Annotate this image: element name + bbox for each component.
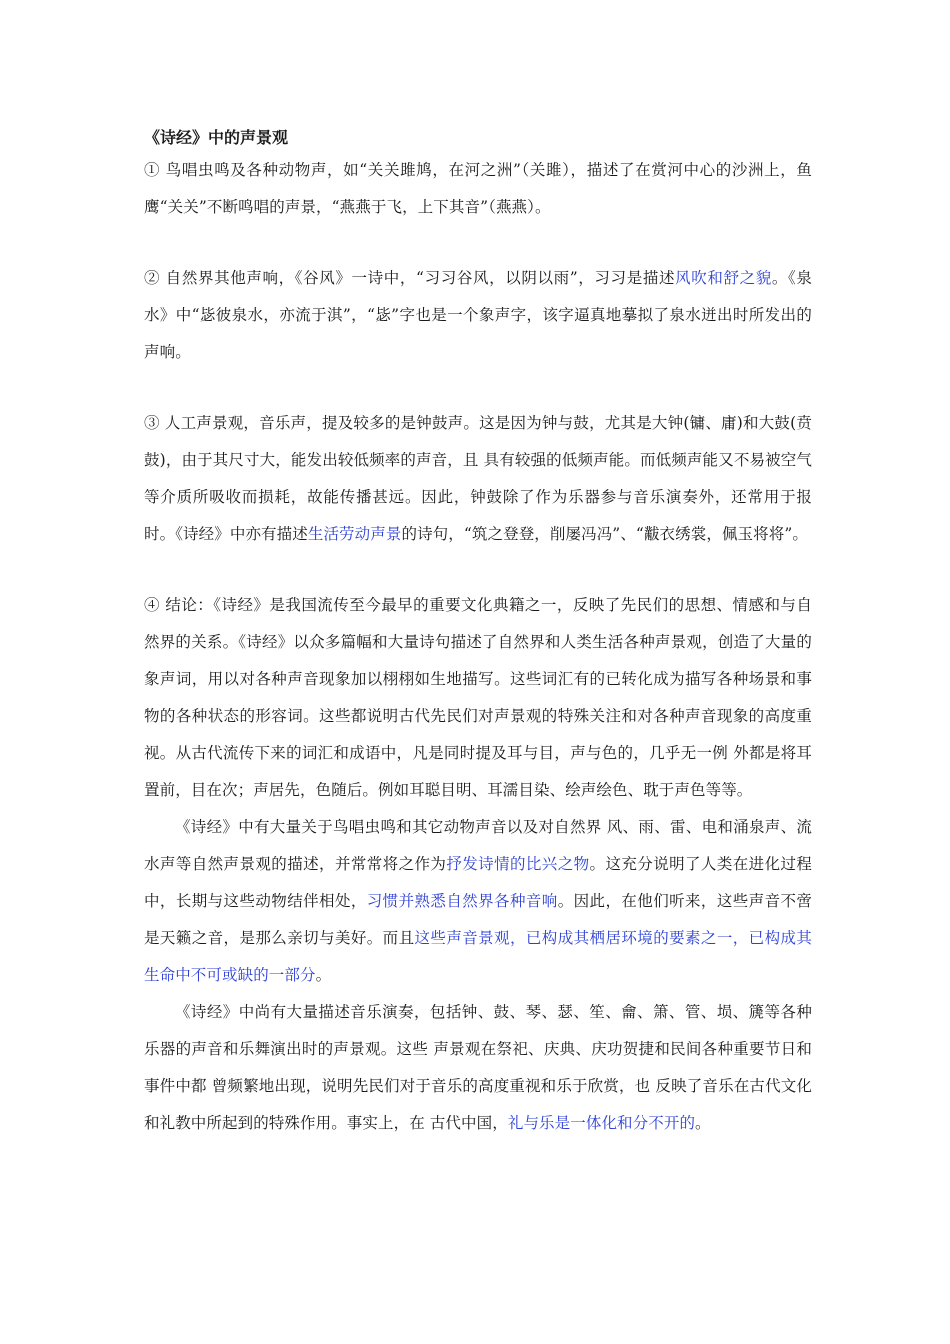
hyperlink-habitat-elements[interactable]: 这些声音景观，已构成其栖居环境的要素之一，已构成其生命中不可或缺的一部分 xyxy=(144,929,812,984)
text-segment: 。因此，在他们听来，这些声音不啻是天籁之音，是那么亲切与美好。而且 xyxy=(144,892,812,947)
text-segment: 。《泉水》中“毖彼泉水，亦流于淇”，“毖”字也是一个象声字，该字逼真地摹拟了泉水迸出时所发出的声响。 xyxy=(144,269,813,361)
paragraph-gap xyxy=(144,371,812,405)
text-segment: 《诗经》中尚有大量描述音乐演奏，包括钟、鼓、琴、瑟、笙、龠、箫、管、埙、篪等各种乐器的声音和乐舞演出时的声景观。这些 声景观在祭祀、庆典、庆功贺捷和民间各种重要节日和事件中都 曾频繁地出现，说明先民们对于音乐的高度重视和乐于欣赏，也 反映了音乐在古代文化和礼教中所起到的特殊作用。事实上，在 古代中国， xyxy=(144,1003,812,1132)
text-segment: 。 xyxy=(695,1114,711,1132)
text-segment: ① 鸟唱虫鸣及各种动物声，如“关关雎鸠，在河之洲”（关雎），描述了在赏河中心的沙洲上，鱼鹰“关关”不断鸣唱的声景，“燕燕于飞，上下其音”（燕燕）。 xyxy=(144,161,812,216)
document-title: 《诗经》中的声景观 xyxy=(144,128,289,147)
document-body xyxy=(144,124,812,1142)
text-segment: 《诗经》中有大量关于鸟唱虫鸣和其它动物声音以及对自然界 风、雨、雷、电和涌泉声、流水声等自然声景观的描述，并常常将之作为 xyxy=(144,818,812,873)
hyperlink-ritual-music[interactable]: 礼与乐是一体化和分不开的 xyxy=(507,1114,696,1132)
hyperlink-familiar-sounds[interactable]: 习惯并熟悉自然界各种音响 xyxy=(366,892,558,910)
hyperlink-labor-soundscape[interactable]: 生活劳动声景 xyxy=(307,525,402,543)
text-segment: ③ 人工声景观，音乐声，提及较多的是钟鼓声。这是因为钟与鼓，尤其是大钟(镛、庸)和大鼓(贲鼓)，由于其尺寸大，能发出较低频率的声音，且 具有较强的低频声能。而低频声能又不易被空气等介质所吸收而损耗，故能传播甚远。因此，钟鼓除了作为乐器参与音乐演奏外，还常用于报时。《诗经》中亦有描述 xyxy=(144,414,812,543)
paragraph-conclusion xyxy=(144,587,812,809)
text-segment: ④ 结论：《诗经》是我国流传至今最早的重要文化典籍之一，反映了先民们的思想、情感和与自然界的关系。《诗经》以众多篇幅和大量诗句描述了自然界和人类生活各种声景观，创造了大量的象声词，用以对各种声音现象加以栩栩如生地描写。这些词汇有的已转化成为描写各种场景和事物的各种状态的形容词。这些都说明古代先民们对声景观的特殊关注和对各种声音现象的高度重视。从古代流传下来的词汇和成语中，凡是同时提及耳与目，声与色的，几乎无一例 外都是将耳置前，目在次；声居先，色随后。例如耳聪目明、耳濡目染、绘声绘色、耽于声色等等。 xyxy=(144,596,812,799)
paragraph-artificial-sounds xyxy=(144,405,812,553)
hyperlink-wind[interactable]: 风吹和舒之貌 xyxy=(675,269,772,287)
paragraph-nature-description xyxy=(144,809,812,994)
paragraph-gap xyxy=(144,226,812,260)
text-segment: 。这充分说明了人类在进化过程中，长期与这些动物结伴相处， xyxy=(144,855,813,910)
paragraph-animal-sounds xyxy=(144,152,812,226)
text-segment: 的诗句，“筑之登登，削屡冯冯”、“黻衣绣裳，佩玉将将”。 xyxy=(401,525,808,543)
hyperlink-poetic-inspiration[interactable]: 抒发诗情的比兴之物 xyxy=(446,855,590,873)
text-segment: ② 自然界其他声响，《谷风》一诗中，“习习谷风，以阴以雨”，习习是描述 xyxy=(144,269,676,287)
paragraph-gap xyxy=(144,553,812,587)
text-segment: 。 xyxy=(315,966,332,984)
paragraph-natural-sounds xyxy=(144,260,812,371)
paragraph-music-performance xyxy=(144,994,812,1142)
